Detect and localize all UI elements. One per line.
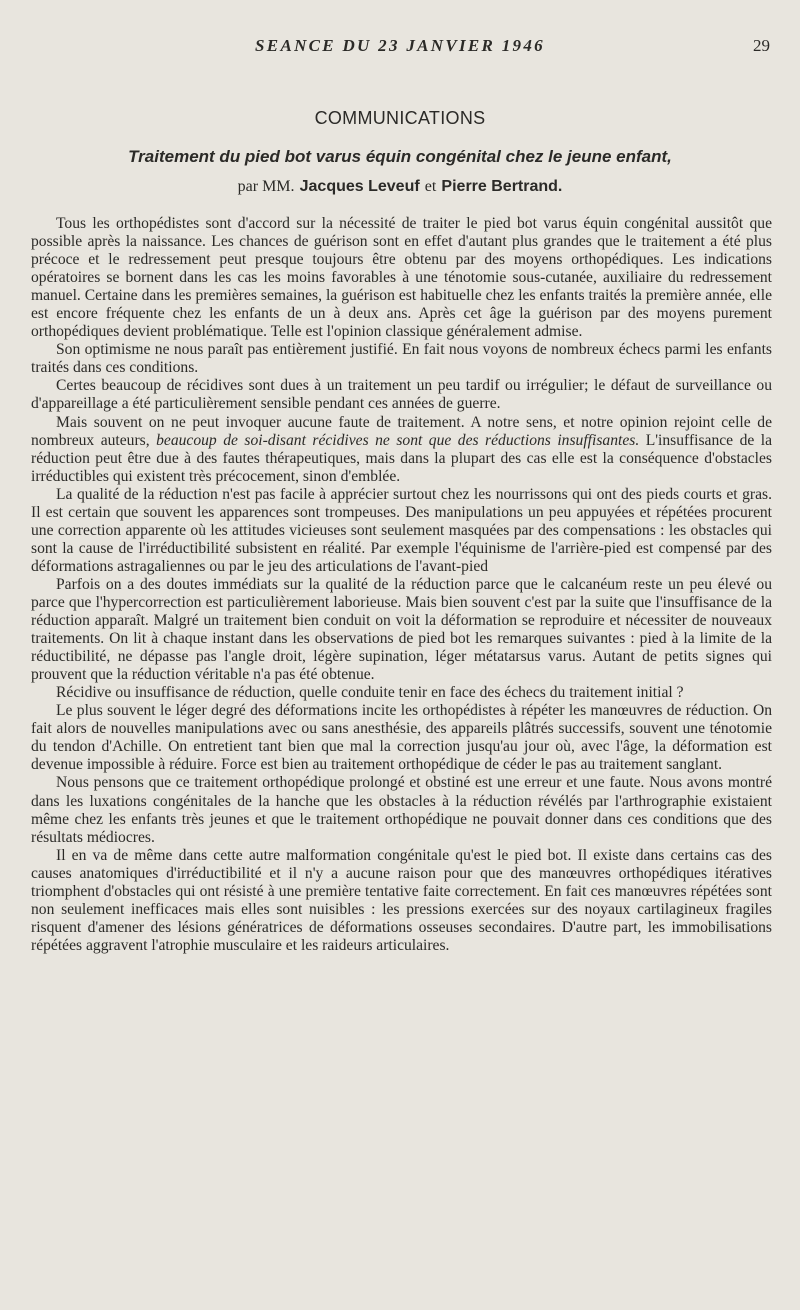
paragraph: Récidive ou insuffisance de réduction, quelle conduite tenir en face des échecs du traitement initial ? — [56, 684, 684, 702]
paragraph-text: L'insuffisance de la réduction peut être due à des fautes thérapeutiques, mais dans la plupart des cas elle est la conséquence d'obstacles irréductibles qui existent très précocement, sinon d'emblée. — [31, 431, 773, 485]
section-heading: COMMUNICATIONS — [314, 108, 486, 128]
byline-conjunction: et — [424, 178, 437, 195]
running-header — [0, 36, 800, 60]
emphasized-text: beaucoup de soi-disant récidives ne sont que des réductions insuffisantes. — [156, 431, 640, 449]
byline-prefix: par MM. — [237, 178, 295, 195]
byline — [0, 176, 800, 196]
author-name: Pierre Bertrand. — [441, 178, 563, 195]
paragraph: Il en va de même dans cette autre malformation congénitale qu'est le pied bot. Il existe dans certains cas des causes anatomiques d'irréductibilité et il n'y a aucune raison pour que des manœuvres orthopédiques itératives triomphent d'obstacles qui ont résisté à une première tentative faite correctement. En fait ces manœuvres répétées sont non seulement inefficaces mais elles sont nuisibles : les pressions exercées sur des noyaux cartilagineux fragiles risquent d'amener des lésions génératrices de déformations osseuses secondaires. D'autre part, les immobilisations répétées aggravent l'atrophie musculaire et les raideurs articulaires. — [31, 846, 772, 954]
paragraph-text: Mais souvent on ne peut invoquer aucune faute de traitement. A notre sens, et notre opinion rejoint celle de nombreux auteurs, — [31, 413, 772, 449]
paragraph: La qualité de la réduction n'est pas facile à apprécier surtout chez les nourrissons qui ont des pieds courts et gras. Il est certain que souvent les apparences sont trompeuses. Des manipulations un peu appuyées et répétées procurent une correction apparente où les attitudes vicieuses sont seulement masquées par des compensations : les obstacles qui sont la cause de l'irréductibilité subsistent en réalité. Par exemple l'équinisme de l'arrière-pied est compensé par des déformations astragaliennes ou par le jeu des articulations de l'avant-pied — [31, 485, 772, 575]
article-title: Traitement du pied bot varus équin congénital chez le jeune enfant, — [128, 147, 672, 166]
author-name: Jacques Leveuf — [299, 178, 420, 195]
paragraph: Parfois on a des doutes immédiats sur la qualité de la réduction parce que le calcanéum reste un peu élevé ou parce que l'hypercorrection est particulièrement laborieuse. Mais bien souvent c'est par la suite que l'insuffisance de la réduction apparaît. Malgré un traitement bien conduit on voit la déformation se reproduire et nécessiter de nouveaux traitements. On lit à chaque instant dans les observations de pied bot les remarques suivantes : pied à la limite de la réductibilité, ne dépasse pas l'angle droit, légère supination, léger métatarsus varus. Autant de petits signes qui prouvent que la réduction véritable n'a pas été obtenue. — [31, 575, 772, 684]
paragraph: Son optimisme ne nous paraît pas entièrement justifié. En fait nous voyons de nombreux échecs parmi les enfants traités dans ces conditions. — [31, 341, 772, 377]
paragraph: Tous les orthopédistes sont d'accord sur la nécessité de traiter le pied bot varus équin congénital aussitôt que possible après la naissance. Les chances de guérison sont en effet d'autant plus grandes que le traitement a été plus précoce et le redressement peut presque toujours être obtenu par des moyens orthopédiques. Les indications opératoires se bornent dans les cas les moins favorables à une ténotomie sous-cutanée, auxiliaire du redressement manuel. Certaine dans les premières semaines, la guérison est habituelle chez les enfants traités la première année, elle est encore fréquente chez les enfants de un à deux ans. Après cet âge la guérison par des moyens purement orthopédiques devient problématique. Telle est l'opinion classique généralement admise. — [31, 215, 772, 341]
page-number: 29 — [753, 36, 770, 55]
running-title: SEANCE DU 23 JANVIER 1946 — [255, 36, 545, 55]
article-body — [31, 215, 772, 955]
paragraph — [31, 414, 772, 486]
paragraph: Certes beaucoup de récidives sont dues à un traitement un peu tardif ou irrégulier; le défaut de surveillance ou d'appareillage a été particulièrement sensible pendant ces années de guerre. — [31, 377, 772, 413]
paragraph: Nous pensons que ce traitement orthopédique prolongé et obstiné est une erreur et une faute. Nous avons montré dans les luxations congénitales de la hanche que les obstacles à la réduction révélés par l'arthrographie existaient même chez les enfants très jeunes et que le traitement orthopédique ne pouvait donner dans ces conditions que des résultats médiocres. — [31, 774, 772, 846]
paragraph: Le plus souvent le léger degré des déformations incite les orthopédistes à répéter les manœuvres de réduction. On fait alors de nouvelles manipulations avec ou sans anesthésie, des appareils plâtrés successifs, souvent une ténotomie du tendon d'Achille. On entretient tant bien que mal la correction jusqu'au jour où, avec l'âge, la déformation est devenue impossible à réduire. Force est bien au traitement orthopédique de céder le pas au traitement sanglant. — [31, 702, 772, 774]
